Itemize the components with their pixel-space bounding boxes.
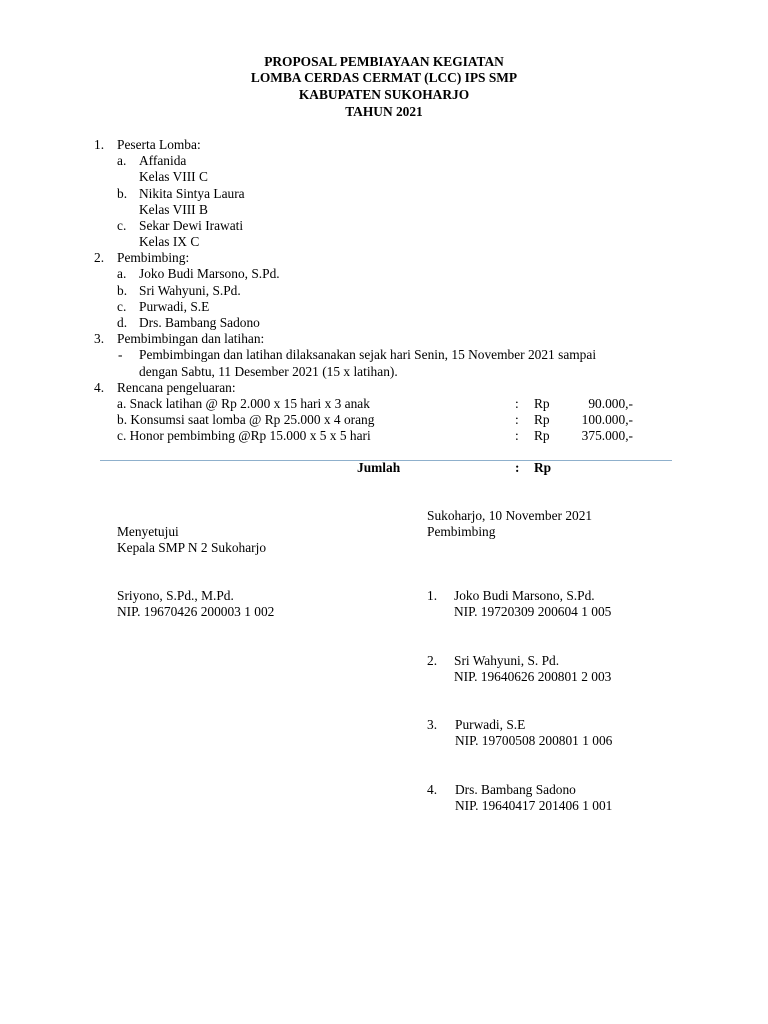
mentor-role-label: Pembimbing: [427, 524, 496, 539]
approval-label: Menyetujui: [117, 524, 179, 539]
signer-1-name: Joko Budi Marsono, S.Pd.: [454, 588, 595, 603]
mentor-d-letter: d.: [117, 315, 128, 330]
section-4-number: 4.: [94, 380, 105, 395]
participant-c-class: Kelas IX C: [139, 234, 200, 249]
participant-c-letter: c.: [117, 218, 127, 233]
approver-position: Kepala SMP N 2 Sukoharjo: [117, 540, 267, 555]
section-1-number: 1.: [94, 137, 105, 152]
expense-c-amount: 375.000,-: [581, 428, 633, 443]
title-line-2: LOMBA CERDAS CERMAT (LCC) IPS SMP: [250, 70, 518, 85]
total-label: Jumlah: [357, 460, 401, 475]
expense-c-currency: Rp: [534, 428, 550, 443]
signer-3-nip: NIP. 19700508 200801 1 006: [455, 733, 613, 748]
mentor-b-name: Sri Wahyuni, S.Pd.: [139, 283, 241, 298]
mentor-c-name: Purwadi, S.E: [139, 299, 210, 314]
expense-c-colon: :: [515, 428, 519, 443]
signer-2-nip: NIP. 19640626 200801 2 003: [454, 669, 612, 684]
schedule-line-2: dengan Sabtu, 11 Desember 2021 (15 x latihan).: [139, 364, 398, 379]
participant-b-letter: b.: [117, 186, 128, 201]
schedule-line-1: Pembimbingan dan latihan dilaksanakan sejak hari Senin, 15 November 2021 sampai: [139, 347, 597, 362]
expense-b-label: b. Konsumsi saat lomba @ Rp 25.000 x 4 orang: [117, 412, 375, 427]
place-date: Sukoharjo, 10 November 2021: [427, 508, 593, 523]
title-line-1: PROPOSAL PEMBIAYAAN KEGIATAN: [264, 54, 504, 69]
signer-3-number: 3.: [427, 717, 438, 732]
participant-a-class: Kelas VIII C: [139, 169, 208, 184]
participant-b-name: Nikita Sintya Laura: [139, 186, 245, 201]
signer-1-number: 1.: [427, 588, 438, 603]
signer-2-name: Sri Wahyuni, S. Pd.: [454, 653, 560, 668]
expense-a-amount: 90.000,-: [588, 396, 633, 411]
mentor-d-name: Drs. Bambang Sadono: [139, 315, 260, 330]
total-currency: Rp: [534, 460, 552, 475]
participant-a-name: Affanida: [139, 153, 187, 168]
section-4-heading: Rencana pengeluaran:: [117, 380, 236, 395]
section-3-heading: Pembimbingan dan latihan:: [117, 331, 265, 346]
signer-4-number: 4.: [427, 782, 438, 797]
signer-4-nip: NIP. 19640417 201406 1 001: [455, 798, 613, 813]
participant-c-name: Sekar Dewi Irawati: [139, 218, 244, 233]
section-1-heading: Peserta Lomba:: [117, 137, 201, 152]
schedule-dash: -: [118, 347, 123, 362]
signer-3-name: Purwadi, S.E: [455, 717, 526, 732]
mentor-c-letter: c.: [117, 299, 127, 314]
expense-a-colon: :: [515, 396, 519, 411]
section-2-heading: Pembimbing:: [117, 250, 190, 265]
participant-b-class: Kelas VIII B: [139, 202, 208, 217]
section-2-number: 2.: [94, 250, 105, 265]
approver-nip: NIP. 19670426 200003 1 002: [117, 604, 275, 619]
expense-b-currency: Rp: [534, 412, 550, 427]
total-colon: :: [515, 460, 520, 475]
participant-a-letter: a.: [117, 153, 127, 168]
section-3-number: 3.: [94, 331, 105, 346]
expense-a-label: a. Snack latihan @ Rp 2.000 x 15 hari x 3 anak: [117, 396, 370, 411]
mentor-a-name: Joko Budi Marsono, S.Pd.: [139, 266, 280, 281]
expense-a-currency: Rp: [534, 396, 550, 411]
mentor-a-letter: a.: [117, 266, 127, 281]
signer-1-nip: NIP. 19720309 200604 1 005: [454, 604, 612, 619]
signer-4-name: Drs. Bambang Sadono: [455, 782, 576, 797]
expense-b-colon: :: [515, 412, 519, 427]
title-line-3: KABUPATEN SUKOHARJO: [298, 87, 470, 102]
mentor-b-letter: b.: [117, 283, 128, 298]
title-line-4: TAHUN 2021: [345, 104, 423, 119]
expense-c-label: c. Honor pembimbing @Rp 15.000 x 5 x 5 hari: [117, 428, 371, 443]
signer-2-number: 2.: [427, 653, 438, 668]
expense-b-amount: 100.000,-: [581, 412, 633, 427]
approver-name: Sriyono, S.Pd., M.Pd.: [117, 588, 234, 603]
